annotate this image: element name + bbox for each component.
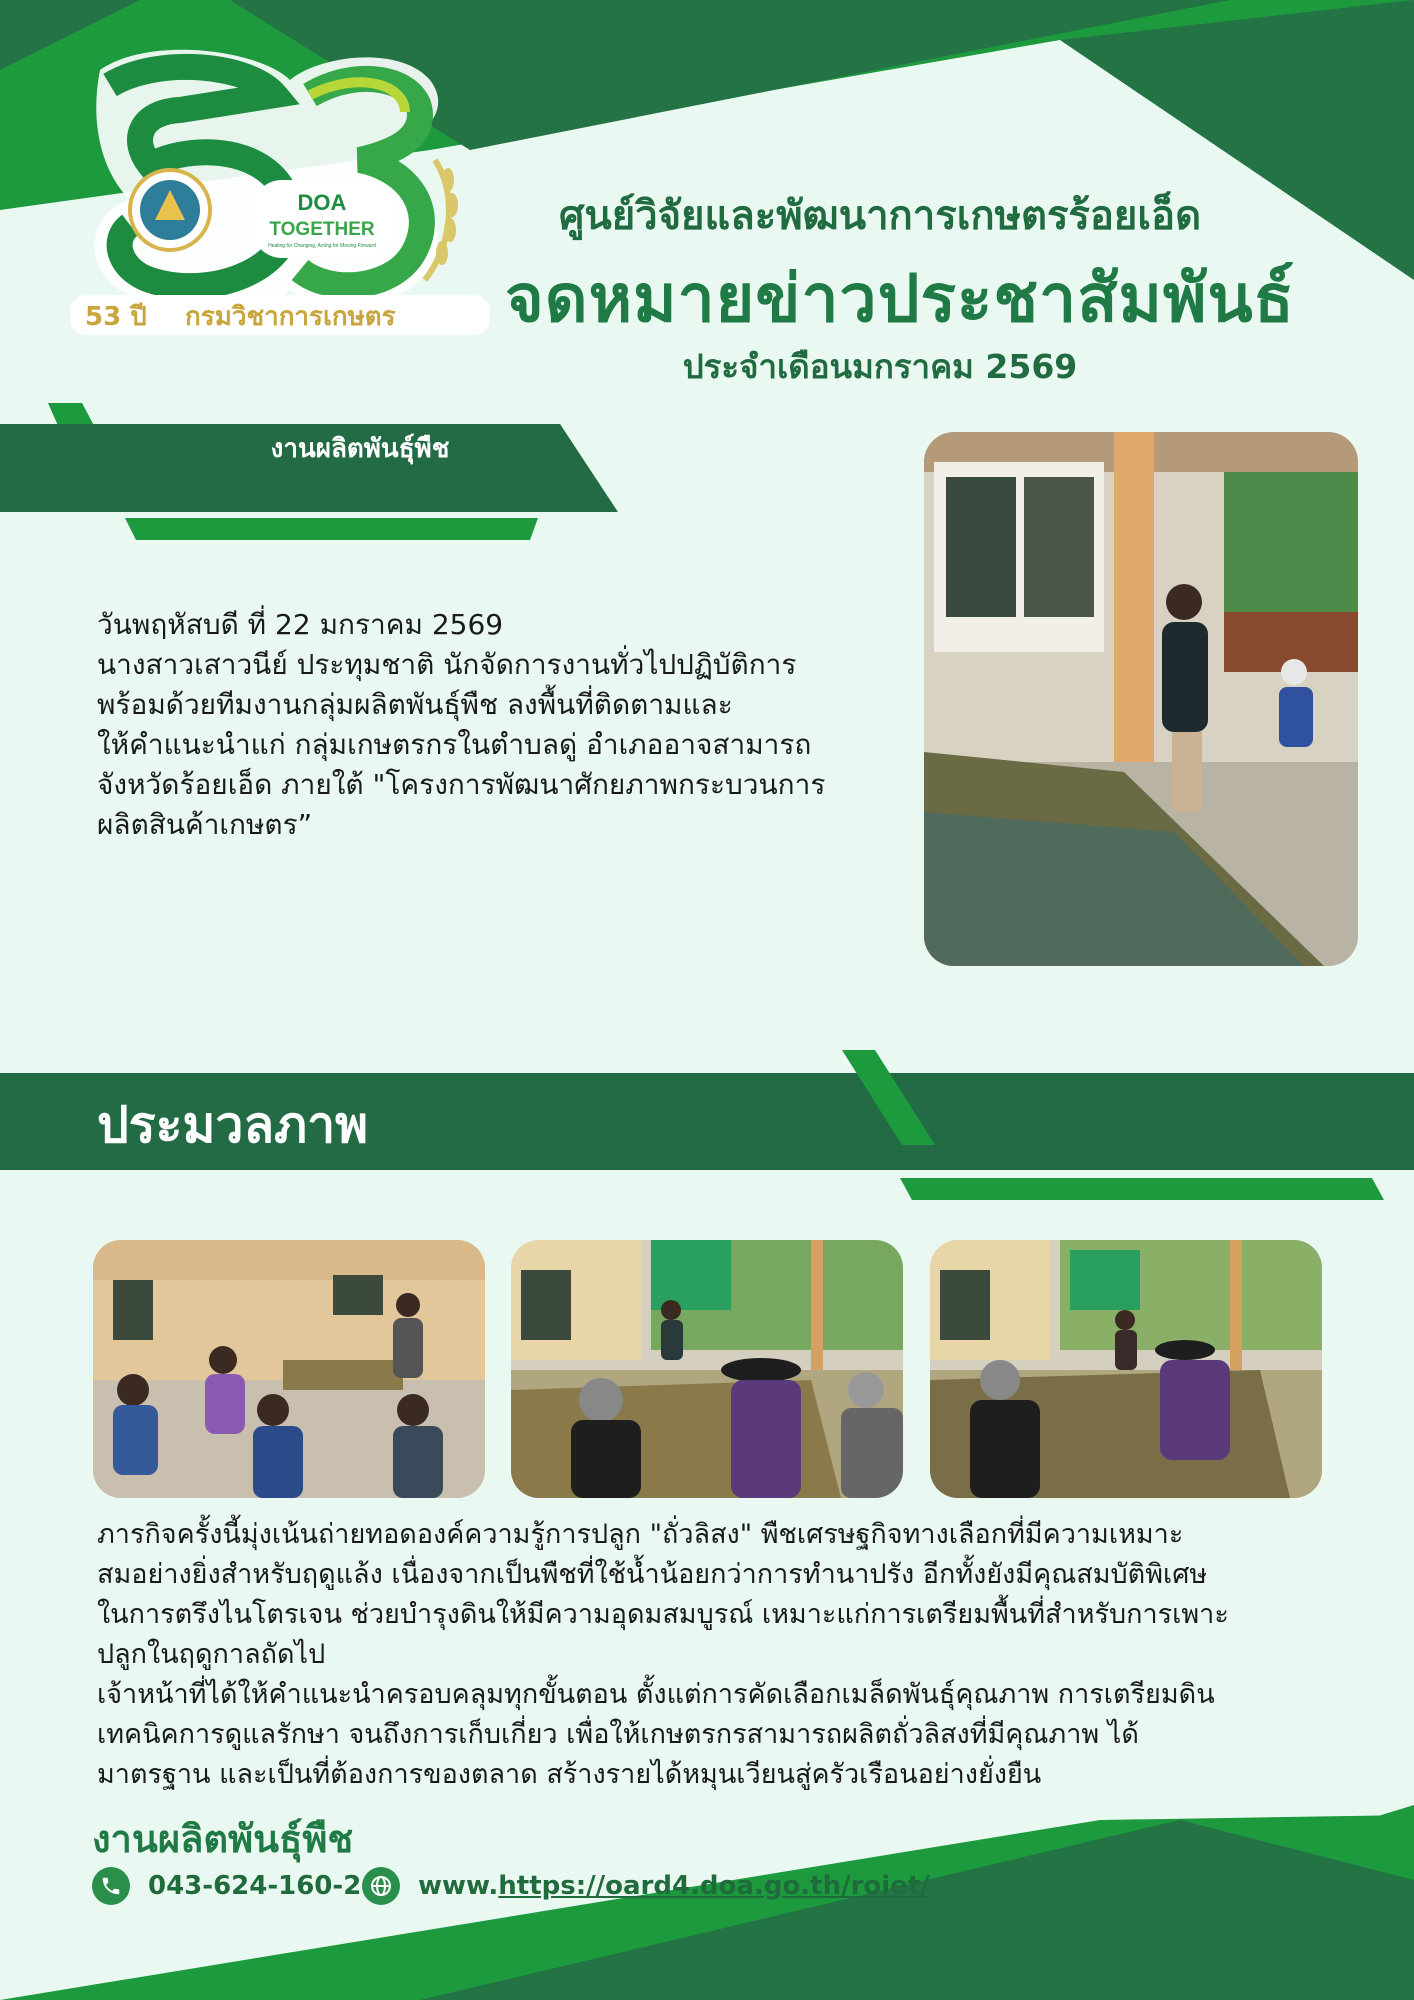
logo-badge-doa: DOA [297, 190, 347, 215]
gallery-photo-1 [93, 1240, 485, 1498]
section-label: งานผลิตพันธุ์พืช [270, 434, 450, 464]
footer-dept: งานผลิตพันธุ์พืช [92, 1817, 354, 1861]
logo-badge-tagline: Healing for Changing, Acting for Moving Forward [268, 243, 376, 249]
phone-icon [92, 1867, 130, 1905]
logo-numeral: 53 [60, 40, 62, 41]
description-line: มาตรฐาน และเป็นที่ต้องการของตลาด สร้างรายได้หมุนเวียนสู่ครัวเรือนอย่างยั่งยืน [97, 1759, 1042, 1790]
gallery-description [97, 1515, 1337, 1795]
website-contact[interactable] [362, 1865, 930, 1907]
description-line: ในการตรึงไนโตรเจน ช่วยบำรุงดินให้มีความอุดมสมบูรณ์ เหมาะแก่การเตรียมพื้นที่สำหรับการเพาะ [97, 1599, 1229, 1630]
news-date: วันพฤหัสบดี ที่ 22 มกราคม 2569 [97, 608, 504, 641]
doa-53-logo [60, 40, 500, 340]
description-line: เจ้าหน้าที่ได้ให้คำแนะนำครอบคลุมทุกขั้นตอน ตั้งแต่การคัดเลือกเมล็ดพันธุ์คุณภาพ การเตรียมดิน [97, 1679, 1215, 1710]
logo-caption-org: กรมวิชาการเกษตร [185, 302, 396, 332]
url-prefix: www. [418, 1871, 499, 1901]
logo-badge-together: TOGETHER [269, 219, 375, 240]
issue-month: ประจำเดือนมกราคม 2569 [682, 347, 1078, 386]
news-line: ผลิตสินค้าเกษตร” [97, 808, 313, 841]
website-link[interactable] [418, 1871, 930, 1901]
news-line: จังหวัดร้อยเอ็ด ภายใต้ "โครงการพัฒนาศักยภาพกระบวนการ [97, 768, 826, 801]
description-line: เทคนิคการดูแลรักษา จนถึงการเก็บเกี่ยว เพื่อให้เกษตรกรสามารถผลิตถั่วลิสงที่มีคุณภาพ ได้ [97, 1719, 1139, 1750]
news-body [97, 605, 907, 845]
phone-number: 043-624-160-2 [148, 1871, 362, 1901]
emblem-icon [130, 170, 210, 250]
news-line: นางสาวเสาวนีย์ ประทุมชาติ นักจัดการงานทั่วไปปฏิบัติการ [97, 648, 797, 681]
url-text[interactable]: https://oard4.doa.go.th/roiet/ [498, 1871, 930, 1901]
org-title: ศูนย์วิจัยและพัฒนาการเกษตรร้อยเอ็ด [558, 193, 1202, 239]
gallery-title: ประมวลภาพ [97, 1096, 369, 1154]
logo-caption-years: 53 ปี [85, 302, 147, 332]
globe-icon [362, 1867, 400, 1905]
phone-contact [92, 1865, 361, 1907]
gallery-photo-2 [511, 1240, 903, 1498]
news-line: พร้อมด้วยทีมงานกลุ่มผลิตพันธุ์พืช ลงพื้นที่ติดตามและ [97, 688, 733, 721]
description-line: ปลูกในฤดูกาลถัดไป [97, 1639, 326, 1670]
gallery-photo-3 [930, 1240, 1322, 1498]
news-line: ให้คำแนะนำแก่ กลุ่มเกษตรกรในตำบลดู่ อำเภออาจสามารถ [97, 728, 812, 761]
main-photo [924, 432, 1358, 966]
newsletter-title: จดหมายข่าวประชาสัมพันธ์ [505, 260, 1295, 337]
description-line: สมอย่างยิ่งสำหรับฤดูแล้ง เนื่องจากเป็นพืชที่ใช้น้ำน้อยกว่าการทำนาปรัง อีกทั้งยังมีคุณสมบัติพิเศษ [97, 1559, 1208, 1590]
description-line: ภารกิจครั้งนี้มุ่งเน้นถ่ายทอดองค์ความรู้การปลูก "ถั่วลิสง" พืชเศรษฐกิจทางเลือกที่มีความเหมาะ [97, 1519, 1184, 1550]
